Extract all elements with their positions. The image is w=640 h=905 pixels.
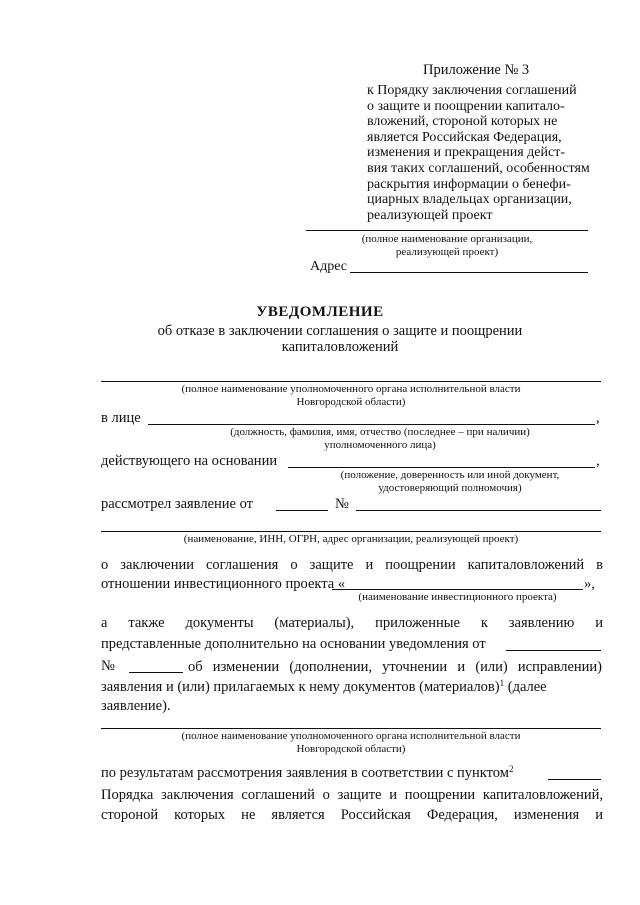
caption-line: (положение, доверенность или иной документ, [340, 469, 560, 481]
change-text: заявления и (или) прилагаемых к нему документов (материалов) [101, 679, 500, 695]
notification-number-blank[interactable] [129, 672, 183, 673]
caption-line: (полное наименование организации, [361, 233, 533, 245]
project-caption: (наименование инвестиционного проекта) [358, 591, 557, 603]
appendix-line: вложений, стороной которых не [367, 114, 558, 130]
in-person-label: в лице [101, 410, 141, 426]
appendix-line: к Порядку заключения соглашений [367, 83, 577, 98]
change-text-end: (далее [504, 679, 547, 695]
authority2-caption [101, 730, 601, 756]
address-blank[interactable] [350, 272, 588, 273]
caption-line: (должность, фамилия, имя, отчество (последнее – при наличии) [230, 426, 530, 438]
caption-line: реализующей проект) [395, 246, 499, 258]
number-sign: № [101, 658, 115, 674]
document-title: УВЕДОМЛЕНИЕ [256, 304, 384, 320]
address-label: Адрес [310, 259, 348, 274]
reviewed-label: рассмотрел заявление от [101, 496, 253, 512]
document-subtitle [140, 323, 540, 355]
notification-date-blank[interactable] [506, 650, 601, 651]
appendix-title: Приложение № 3 [423, 62, 530, 78]
authority-caption [101, 383, 601, 409]
concluding-paragraph [101, 556, 603, 576]
authority-name-blank[interactable] [101, 381, 601, 382]
appendix-line: вия таких соглашений, особенностям [367, 160, 590, 176]
acting-basis-label: действующего на основании [101, 453, 278, 469]
paragraph-line: об изменении (дополнении, уточнении и (или) исправлении) [188, 659, 602, 675]
paragraph-line: стороной которых не является Российская Федерация, изменения и [101, 806, 603, 823]
caption-line: Новгородской области) [296, 396, 406, 408]
person-caption [160, 426, 600, 452]
appendix-line: является Российская Федерация, [367, 129, 562, 145]
clause-number-blank[interactable] [548, 779, 601, 780]
caption-line: (полное наименование уполномоченного органа исполнительной власти [181, 383, 521, 395]
footnote-marker: 1 [499, 678, 505, 688]
documents-paragraph [101, 614, 603, 634]
concluding-line-2-end: », [584, 576, 595, 592]
result-line-1 [101, 765, 513, 782]
documents-line-2: представленные дополнительно на основании уведомления от [101, 636, 486, 652]
subtitle-line: об отказе в заключении соглашения о защите и поощрении [157, 323, 523, 339]
basis-caption [300, 469, 600, 495]
organization-details-caption: (наименование, ИНН, ОГРН, адрес организации, реализующей проект) [183, 533, 519, 545]
caption-line: Новгородской области) [296, 743, 406, 755]
number-sign: № [335, 496, 349, 512]
application-number-blank[interactable] [356, 510, 601, 511]
comma: , [596, 453, 600, 469]
appendix-description [367, 83, 607, 223]
concluding-line-2: отношении инвестиционного проекта « [101, 576, 346, 592]
comma: , [596, 410, 600, 426]
basis-blank[interactable] [288, 467, 595, 468]
result-paragraph [101, 786, 603, 825]
appendix-line: о защите и поощрении капитало- [367, 98, 565, 114]
appendix-line: реализующей проект [367, 207, 493, 223]
application-date-blank[interactable] [276, 510, 328, 511]
caption-line: уполномоченного лица) [324, 439, 436, 451]
project-name-blank[interactable] [332, 589, 583, 590]
organization-caption [330, 233, 564, 259]
appendix-line: циарных владельцах организации, [367, 192, 572, 208]
appendix-line: изменения и прекращения дейст- [367, 145, 565, 161]
change-line-2 [101, 679, 547, 696]
change-line-3: заявление). [101, 698, 171, 714]
footnote-marker: 2 [508, 764, 514, 774]
paragraph-line: Порядка заключения соглашений о защите и поощрении капиталовложений, [101, 787, 603, 803]
caption-line: (полное наименование уполномоченного органа исполнительной власти [181, 730, 521, 742]
organization-details-blank[interactable] [101, 531, 601, 532]
person-blank[interactable] [148, 424, 595, 425]
organization-name-blank[interactable] [306, 230, 588, 231]
appendix-line: раскрытия информации о бенефи- [367, 176, 571, 192]
subtitle-line: капиталовложений [281, 339, 399, 355]
change-line-1 [188, 658, 602, 678]
authority2-name-blank[interactable] [101, 728, 601, 729]
paragraph-line: а также документы (материалы), приложенные к заявлению и [101, 615, 603, 631]
paragraph-line: о заключении соглашения о защите и поощрении капиталовложений в [101, 557, 603, 573]
result-text: по результатам рассмотрения заявления в соответствии с пунктом [101, 765, 509, 781]
caption-line: удостоверяющий полномочия) [378, 482, 522, 494]
